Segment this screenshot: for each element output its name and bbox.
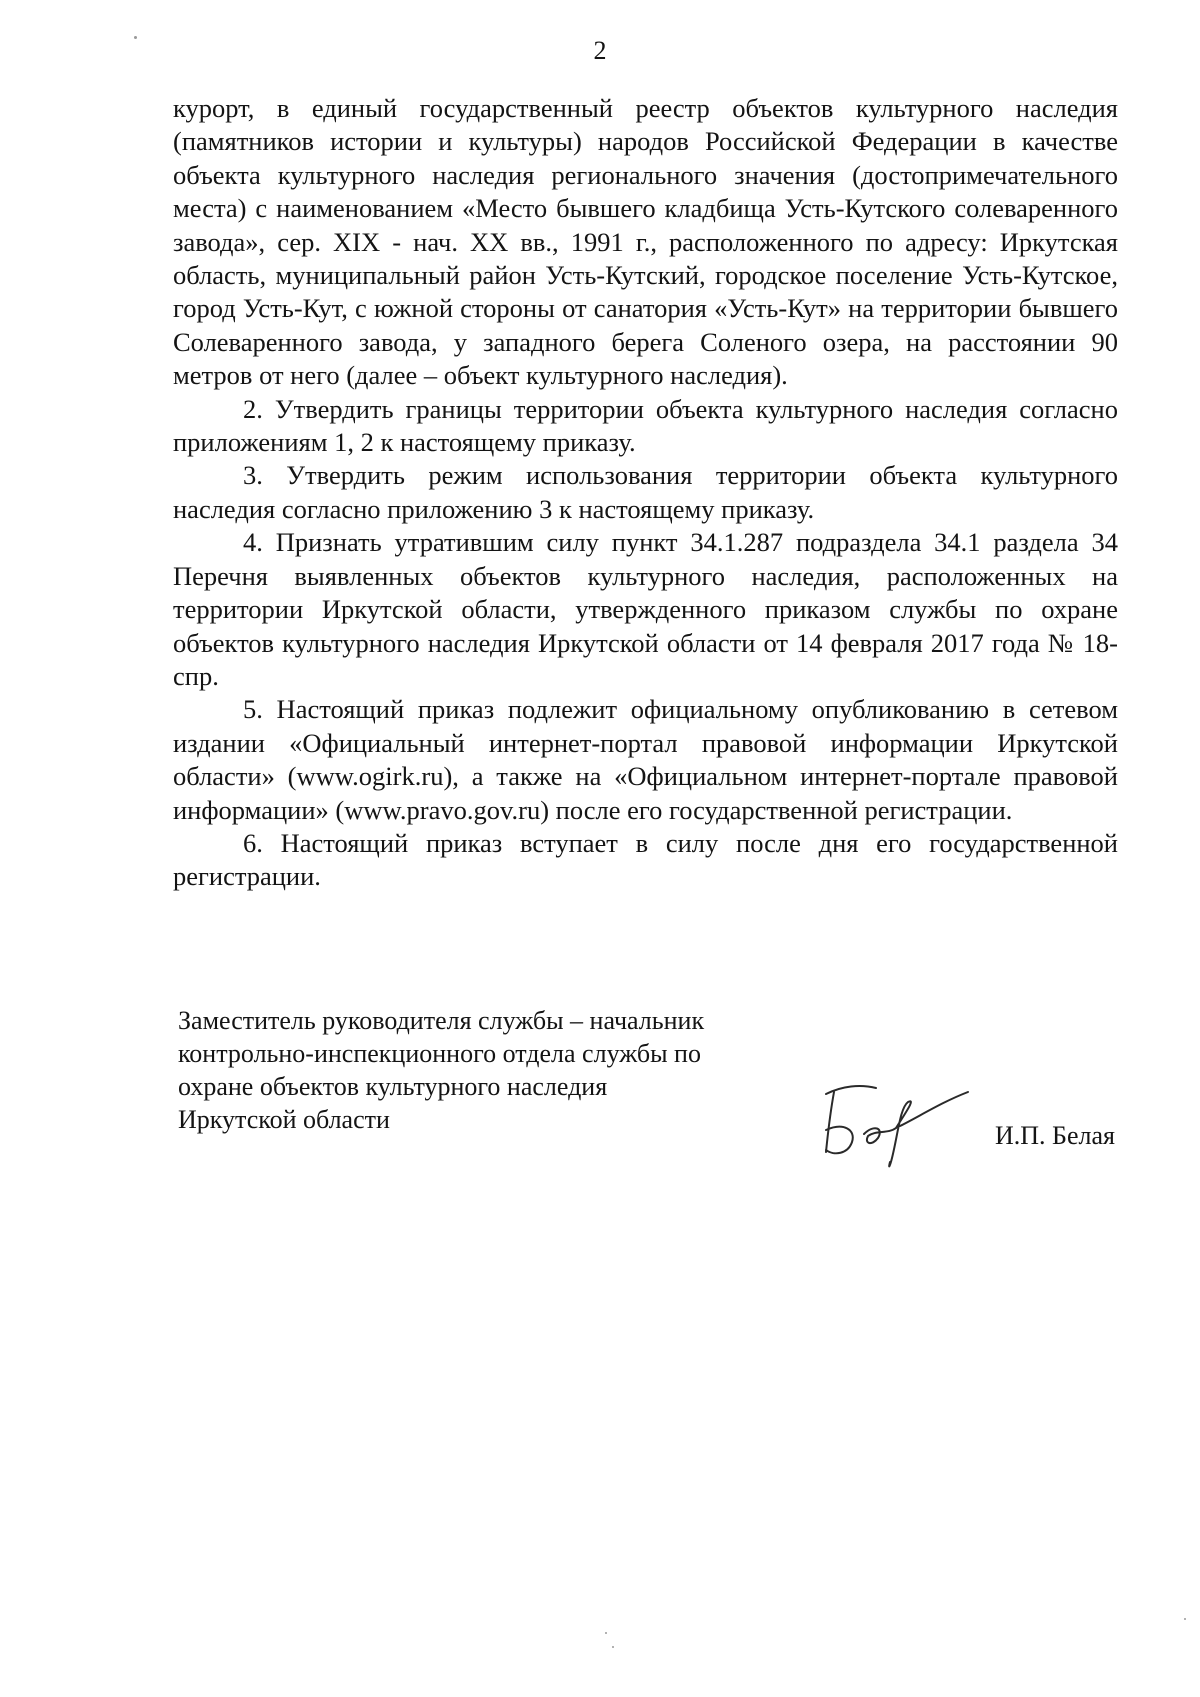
scan-speck [612, 1646, 614, 1648]
signatory-position-line: Заместитель руководителя службы – начальник [178, 1006, 705, 1035]
document-body [173, 92, 1118, 894]
signatory-position [178, 1004, 798, 1136]
paragraph-1-continuation: курорт, в единый государственный реестр объектов культурного наследия (памятников истории и культуры) народов Российской Федерации в качестве объекта культурного наследия регионального значения (достопримечательного места) с наименованием «Место бывшего кладбища Усть-Кутского солеваренного завода», сер. XIX - нач. XX вв., 1991 г., расположенного по адресу: Иркутская область, муниципальный район Усть-Кутский, городское поселение Усть-Кутское, город Усть-Кут, с южной стороны от санатория «Усть-Кут» на территории бывшего Солеваренного завода, у западного берега Соленого озера, на расстоянии 90 метров от него (далее – объект культурного наследия). [173, 93, 1118, 391]
scan-speck [1184, 1618, 1186, 1620]
signatory-name: И.П. Белая [995, 1121, 1115, 1150]
paragraph-6-entry-into-force: 6. Настоящий приказ вступает в силу после дня его государственной регистрации. [173, 827, 1118, 892]
scan-speck [134, 36, 137, 39]
paragraph-3-approve-regime: 3. Утвердить режим использования территории объекта культурного наследия согласно приложению 3 к настоящему приказу. [173, 460, 1118, 524]
page-number: 2 [593, 36, 607, 65]
signatory-position-line: охране объектов культурного наследия [178, 1072, 608, 1101]
scan-speck [605, 1632, 607, 1634]
handwritten-signature-icon [812, 1072, 977, 1172]
signatory-position-line: контрольно-инспекционного отдела службы по [178, 1039, 701, 1068]
paragraph-5-publication: 5. Настоящий приказ подлежит официальному опубликованию в сетевом издании «Официальный интернет-портал правовой информации Иркутской области» (www.ogirk.ru), а также на «Официальном интернет-портале правовой информации» (www.pravo.gov.ru) после его государственной регистрации. [173, 694, 1118, 825]
paragraph-2-approve-boundaries: 2. Утвердить границы территории объекта культурного наследия согласно приложениям 1, 2 к настоящему приказу. [173, 393, 1118, 458]
paragraph-4-invalidate-item: 4. Признать утратившим силу пункт 34.1.287 подраздела 34.1 раздела 34 Перечня выявленных объектов культурного наследия, расположенных на территории Иркутской области, утвержденного приказом службы по охране объектов культурного наследия Иркутской области от 14 февраля 2017 года № 18-спр. [173, 527, 1118, 691]
signatory-position-line: Иркутской области [178, 1105, 390, 1134]
